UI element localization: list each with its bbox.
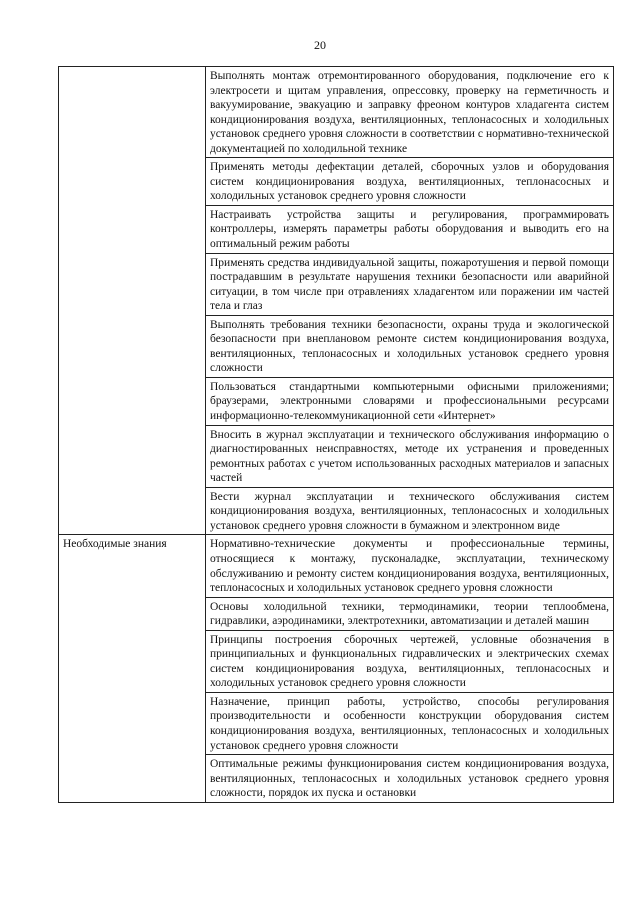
table-cell-skill: Применять методы дефектации деталей, сборочных узлов и оборудования систем кондиционирования воздуха, вентиляционных, теплонасосных и холодильных установок среднего уровня сложности xyxy=(206,158,614,206)
table-cell-skill: Применять средства индивидуальной защиты, пожаротушения и первой помощи пострадавшим в результате нарушения техники безопасности или аварийной ситуации, в том числе при отравлениях хладагентом или поражении им частей тела и глаз xyxy=(206,253,614,315)
table-row xyxy=(59,535,614,597)
table-cell-knowledge: Оптимальные режимы функционирования систем кондиционирования воздуха, вентиляционных, теплонасосных и холодильных установок среднего уровня сложности, порядок их пуска и остановки xyxy=(206,755,614,803)
row-label-knowledge: Необходимые знания xyxy=(59,535,206,802)
table-cell-knowledge: Нормативно-технические документы и профессиональные термины, относящиеся к монтажу, пусконаладке, эксплуатации, техническому обслуживанию и ремонту систем кондиционирования воздуха, вентиляционных, теплонасосных и холодильных установок среднего уровня сложности xyxy=(206,535,614,597)
table-cell-skill: Настраивать устройства защиты и регулирования, программировать контроллеры, измерять параметры работы оборудования и выводить его на оптимальный режим работы xyxy=(206,205,614,253)
table-cell-knowledge: Принципы построения сборочных чертежей, условные обозначения в принципиальных и функциональных гидравлических и электрических схемах систем кондиционирования воздуха, вентиляционных, теплонасосных и холодильных установок среднего уровня сложности xyxy=(206,630,614,692)
table-cell-skill: Выполнять монтаж отремонтированного оборудования, подключение его к электросети и щитам управления, опрессовку, проверку на герметичность и вакуумирование, эвакуацию и заправку фреоном контуров хладагента систем кондиционирования воздуха, вентиляционных, теплонасосных и холодильных установок среднего уровня сложности в соответствии с нормативно-технической документацией по холодильной технике xyxy=(206,67,614,158)
table-cell-skill: Пользоваться стандартными компьютерными офисными приложениями; браузерами, электронными словарями и профессиональными ресурсами информационно-телекоммуникационной сети «Интернет» xyxy=(206,377,614,425)
table-cell-knowledge: Основы холодильной техники, термодинамики, теории теплообмена, гидравлики, аэродинамики, электротехники, автоматизации и деталей машин xyxy=(206,597,614,630)
requirements-table xyxy=(58,66,614,803)
table-cell-skill: Вносить в журнал эксплуатации и технического обслуживания информацию о диагностированных неисправностях, методе их устранения и проведенных ремонтных работах с учетом использованных расходных материалов и запасных частей xyxy=(206,425,614,487)
table-cell-skill: Вести журнал эксплуатации и технического обслуживания систем кондиционирования воздуха, вентиляционных, теплонасосных и холодильных установок среднего уровня сложности в бумажном и электронном виде xyxy=(206,487,614,535)
table-cell-knowledge: Назначение, принцип работы, устройство, способы регулирования производительности и особенности конструкции оборудования систем кондиционирования воздуха, вентиляционных, теплонасосных и холодильных установок среднего уровня сложности xyxy=(206,692,614,754)
row-label-skills xyxy=(59,67,206,535)
table-row xyxy=(59,67,614,158)
table-cell-skill: Выполнять требования техники безопасности, охраны труда и экологической безопасности при внеплановом ремонте систем кондиционирования воздуха, вентиляционных, теплонасосных и холодильных установок среднего уровня сложности xyxy=(206,315,614,377)
page-number: 20 xyxy=(314,38,326,52)
